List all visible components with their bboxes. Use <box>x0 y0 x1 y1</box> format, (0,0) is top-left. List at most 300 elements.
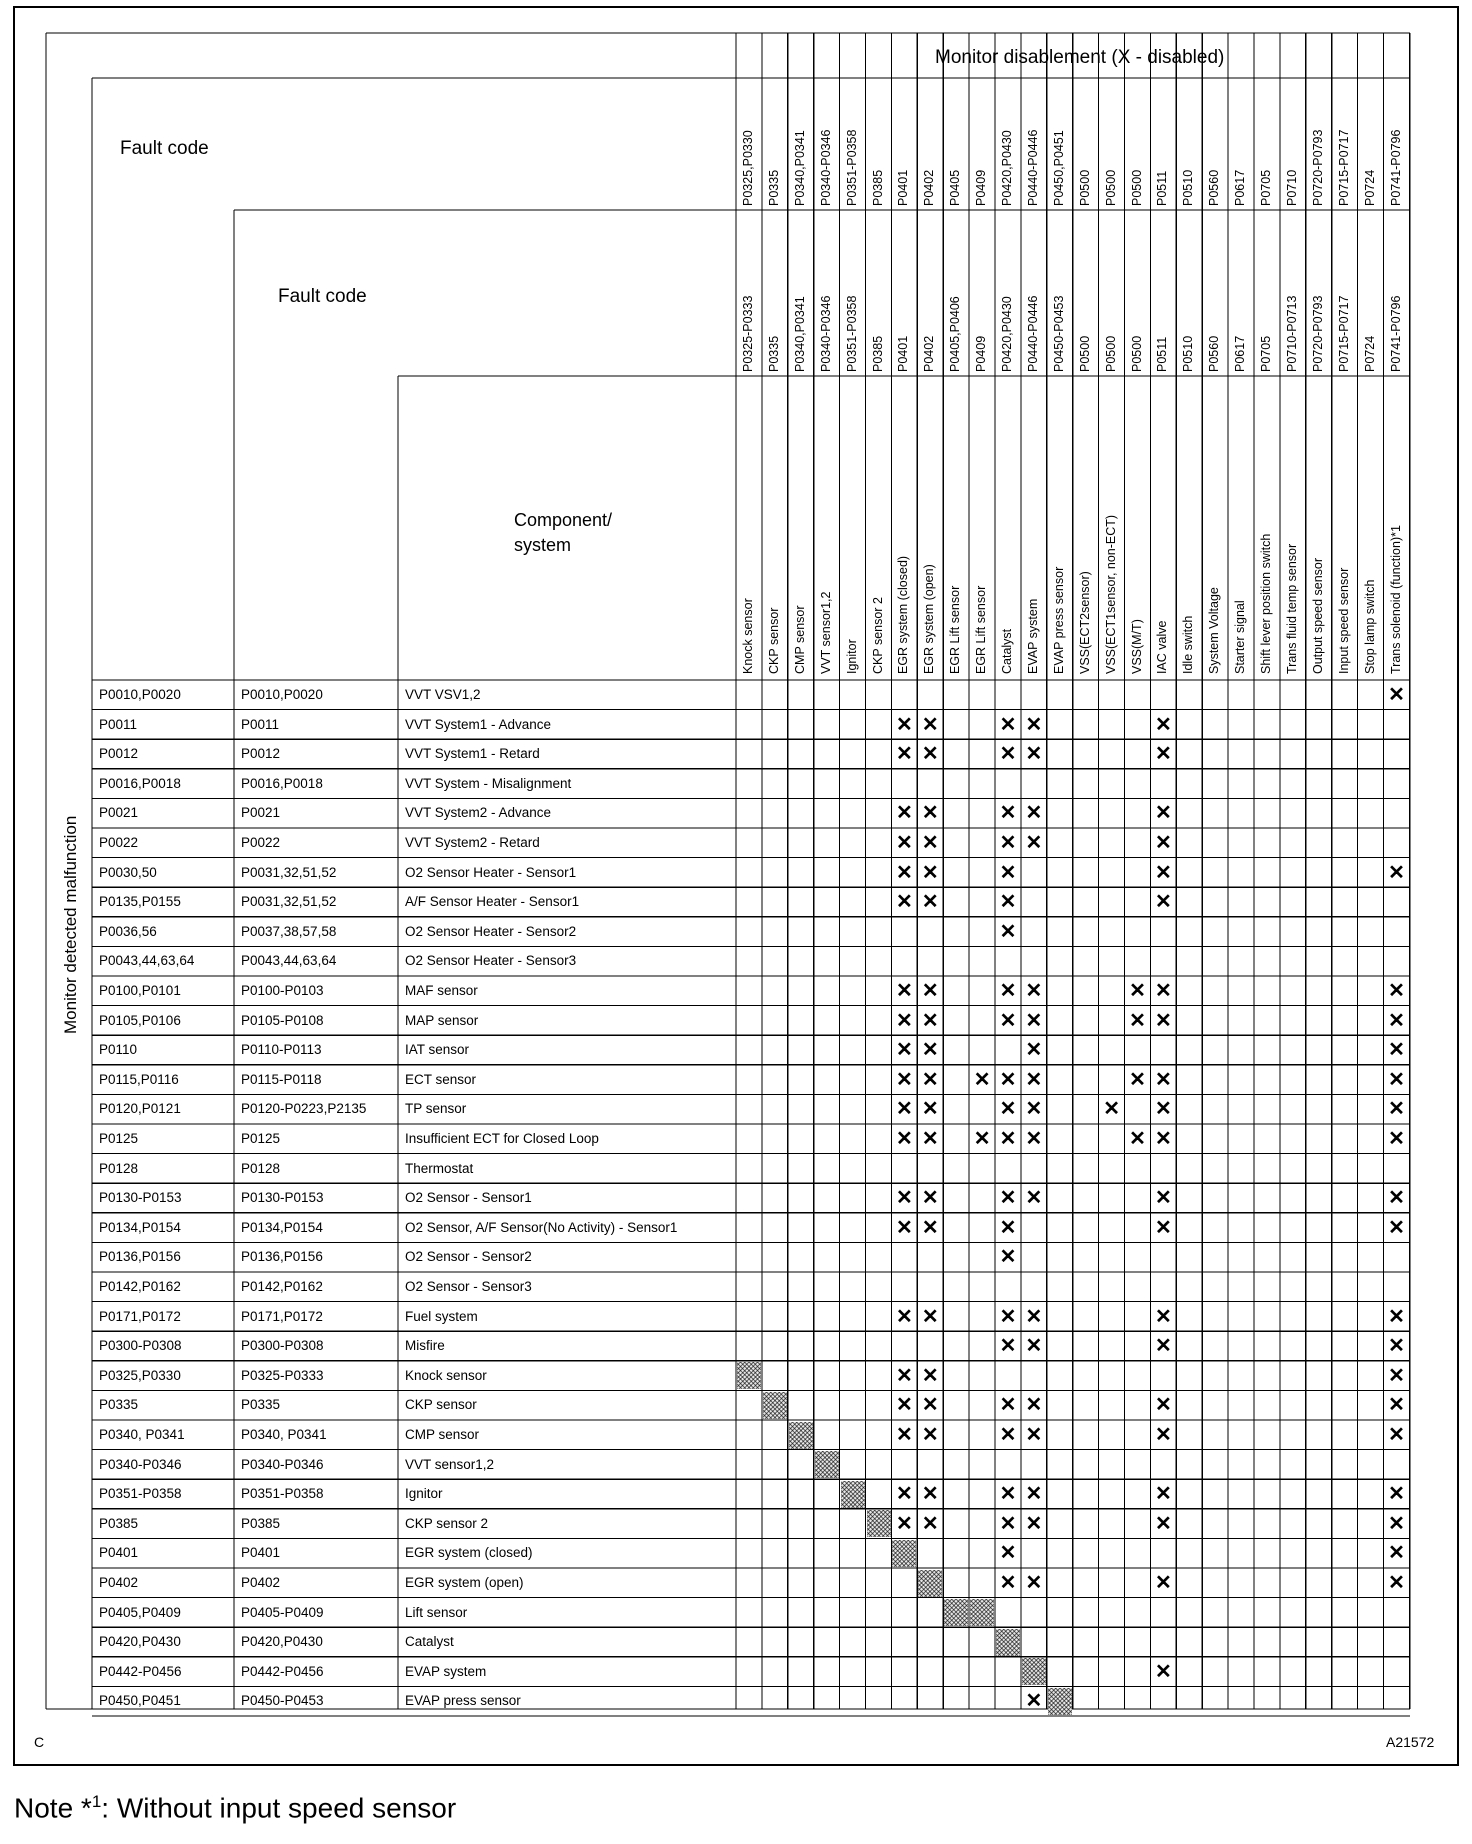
disabled-mark-icon: ✕ <box>1129 980 1146 1002</box>
column-top-code: P0510 <box>1181 169 1196 206</box>
disabled-mark-icon: ✕ <box>896 832 913 854</box>
column-mid-code: P0510 <box>1181 335 1196 372</box>
column-mid-code: P0450-P0453 <box>1051 295 1066 372</box>
row-fault-code: P0043,44,63,64 <box>99 953 195 969</box>
row-fault-code-detail: P0134,P0154 <box>241 1219 323 1235</box>
figure-id: A21572 <box>1386 1734 1435 1750</box>
row-fault-code: P0351-P0358 <box>99 1486 182 1502</box>
column-mid-code: P0325-P0333 <box>741 295 755 372</box>
row-component: EVAP press sensor <box>405 1693 521 1709</box>
disabled-mark-icon: ✕ <box>1025 1572 1043 1594</box>
row-fault-code: P0142,P0162 <box>99 1279 181 1294</box>
column-mid-code: P0710-P0713 <box>1284 295 1299 372</box>
row-fault-code-detail: P0171,P0172 <box>241 1308 323 1324</box>
self-cell-shading <box>1022 1658 1046 1685</box>
row-fault-code: P0325,P0330 <box>99 1367 181 1383</box>
disabled-mark-icon: ✕ <box>896 1009 913 1032</box>
disabled-mark-icon: ✕ <box>1025 1128 1043 1150</box>
column-mid-code: P0351-P0358 <box>844 295 859 372</box>
monitor-detected-malfunction-label: Monitor detected malfunction <box>61 815 80 1034</box>
column-component-name: Knock sensor <box>741 598 755 674</box>
disabled-mark-icon: ✕ <box>1388 1009 1405 1032</box>
column-component-name: EVAP press sensor <box>1051 566 1066 674</box>
disabled-mark-icon: ✕ <box>921 1394 939 1417</box>
disabled-mark-icon: ✕ <box>1025 1690 1043 1713</box>
row-fault-code: P0115,P0116 <box>99 1071 179 1087</box>
disabled-mark-icon: ✕ <box>896 861 913 884</box>
column-mid-code: P0560 <box>1207 335 1222 372</box>
self-cell-shading <box>1048 1688 1072 1715</box>
disabled-mark-icon: ✕ <box>999 1335 1017 1358</box>
disabled-mark-icon: ✕ <box>1025 1098 1043 1121</box>
disabled-mark-icon: ✕ <box>1388 1305 1405 1328</box>
disabled-mark-icon: ✕ <box>1155 1572 1172 1594</box>
row-component: VVT sensor1,2 <box>405 1456 495 1472</box>
disabled-mark-icon: ✕ <box>1025 1187 1043 1210</box>
row-fault-code-detail: P0011 <box>241 716 280 732</box>
column-component-name: EGR system (closed) <box>896 555 911 674</box>
row-component: O2 Sensor Heater - Sensor2 <box>405 923 577 939</box>
row-component: ECT sensor <box>405 1071 477 1087</box>
row-component: CMP sensor <box>405 1427 480 1442</box>
column-mid-code: P0340-P0346 <box>818 295 833 372</box>
row-fault-code: P0385 <box>99 1515 139 1531</box>
row-fault-code-detail: P0037,38,57,58 <box>241 923 337 939</box>
footnote <box>14 1792 456 1824</box>
disabled-mark-icon: ✕ <box>896 713 913 736</box>
row-fault-code: P0022 <box>99 835 139 850</box>
disabled-mark-icon: ✕ <box>999 1424 1017 1446</box>
column-top-code: P0385 <box>870 169 885 206</box>
row-fault-code: P0405,P0409 <box>99 1604 181 1620</box>
column-component-name: EGR Lift sensor <box>974 585 989 674</box>
row-component: A/F Sensor Heater - Sensor1 <box>405 894 580 910</box>
column-mid-code: P0409 <box>974 335 989 372</box>
column-top-code: P0420,P0430 <box>1000 130 1014 206</box>
disabled-mark-icon: ✕ <box>999 1098 1017 1121</box>
row-fault-code: P0134,P0154 <box>99 1219 181 1235</box>
row-fault-code: P0110 <box>99 1042 138 1058</box>
self-cell-shading <box>996 1629 1020 1656</box>
disabled-mark-icon: ✕ <box>1388 1098 1405 1121</box>
column-component-name: Trans solenoid (function)*1 <box>1388 525 1403 674</box>
disabled-mark-icon: ✕ <box>921 1039 939 1062</box>
disabled-mark-icon: ✕ <box>896 1364 913 1387</box>
row-fault-code-detail: P0110-P0113 <box>241 1042 322 1058</box>
self-cell-shading <box>815 1451 839 1478</box>
row-component: CKP sensor <box>405 1397 477 1413</box>
disabled-mark-icon: ✕ <box>999 1394 1017 1417</box>
disabled-mark-icon: ✕ <box>1388 1572 1405 1594</box>
disabled-mark-icon: ✕ <box>1155 1660 1172 1683</box>
disabled-mark-icon: ✕ <box>1388 1364 1405 1387</box>
column-mid-code: P0617 <box>1233 335 1248 372</box>
disabled-mark-icon: ✕ <box>1025 832 1043 854</box>
disabled-mark-icon: ✕ <box>1155 1216 1172 1239</box>
column-component-name: EVAP system <box>1025 598 1040 674</box>
row-fault-code-detail: P0142,P0162 <box>241 1279 323 1294</box>
column-mid-code: P0500 <box>1129 335 1144 372</box>
column-top-code: P0440-P0446 <box>1025 129 1040 206</box>
disabled-mark-icon: ✕ <box>1388 684 1405 706</box>
column-mid-code: P0402 <box>922 335 937 372</box>
row-fault-code: P0136,P0156 <box>99 1249 181 1265</box>
row-fault-code: P0340-P0346 <box>99 1456 182 1472</box>
row-fault-code: P0340, P0341 <box>99 1427 185 1442</box>
column-mid-code: P0385 <box>870 335 885 372</box>
row-component: CKP sensor 2 <box>405 1515 489 1531</box>
disabled-mark-icon: ✕ <box>921 832 939 854</box>
row-fault-code: P0012 <box>99 746 139 762</box>
row-component: IAT sensor <box>405 1042 470 1058</box>
disabled-mark-icon: ✕ <box>921 802 939 825</box>
column-top-code: P0335 <box>766 169 781 206</box>
disabled-mark-icon: ✕ <box>921 1424 939 1446</box>
column-component-name: VSS(M/T) <box>1129 619 1144 674</box>
self-cell-shading <box>918 1570 942 1597</box>
row-fault-code-detail: P0450-P0453 <box>241 1693 324 1709</box>
disabled-mark-icon: ✕ <box>896 1128 913 1150</box>
column-component-name: Starter signal <box>1233 600 1248 674</box>
row-component: EGR system (closed) <box>405 1545 533 1561</box>
disabled-mark-icon: ✕ <box>921 1483 939 1506</box>
disabled-mark-icon: ✕ <box>1155 1305 1172 1328</box>
column-top-code: P0405 <box>948 169 963 206</box>
column-component-name: Idle switch <box>1181 615 1196 674</box>
row-fault-code-detail: P0130-P0153 <box>241 1190 324 1206</box>
row-fault-code: P0036,56 <box>99 923 157 939</box>
column-component-name: CKP sensor 2 <box>870 597 885 674</box>
row-fault-code-detail: P0021 <box>241 805 281 821</box>
column-top-code: P0715-P0717 <box>1336 129 1351 206</box>
disabled-mark-icon: ✕ <box>896 1512 913 1535</box>
row-fault-code: P0300-P0308 <box>99 1338 182 1354</box>
column-top-code: P0500 <box>1103 169 1118 206</box>
disabled-mark-icon: ✕ <box>921 743 939 766</box>
row-component: Catalyst <box>405 1634 454 1650</box>
column-mid-code: P0500 <box>1077 335 1092 372</box>
row-component: Fuel system <box>405 1308 478 1324</box>
row-component: EVAP system <box>405 1663 487 1679</box>
disabled-mark-icon: ✕ <box>1155 1009 1172 1032</box>
disabled-mark-icon: ✕ <box>896 1098 913 1121</box>
column-top-code: P0340,P0341 <box>792 130 807 206</box>
disabled-mark-icon: ✕ <box>1388 1483 1405 1506</box>
disabled-mark-icon: ✕ <box>921 1305 939 1328</box>
disabled-mark-icon: ✕ <box>1388 1424 1405 1446</box>
disabled-mark-icon: ✕ <box>1155 891 1172 914</box>
disabled-mark-icon: ✕ <box>1025 1039 1043 1062</box>
self-cell-shading <box>867 1510 891 1537</box>
disabled-mark-icon: ✕ <box>1388 1068 1405 1091</box>
column-top-code: P0511 <box>1155 170 1170 206</box>
row-component: VVT System - Misalignment <box>405 775 572 791</box>
row-fault-code-detail: P0136,P0156 <box>241 1249 323 1265</box>
row-fault-code-detail: P0010,P0020 <box>241 687 323 702</box>
footnote-prefix: Note * <box>14 1792 92 1824</box>
column-mid-code: P0705 <box>1259 335 1273 372</box>
column-component-name: Shift lever position switch <box>1259 533 1273 674</box>
disabled-mark-icon: ✕ <box>896 1394 913 1417</box>
disabled-mark-icon: ✕ <box>896 1187 913 1210</box>
disabled-mark-icon: ✕ <box>1155 980 1172 1002</box>
row-fault-code-detail: P0016,P0018 <box>241 775 323 791</box>
column-top-code: P0500 <box>1129 169 1144 206</box>
row-component: Thermostat <box>405 1160 474 1176</box>
disabled-mark-icon: ✕ <box>999 832 1017 854</box>
column-component-name: IAC valve <box>1155 620 1170 674</box>
disabled-mark-icon: ✕ <box>896 1424 913 1446</box>
row-fault-code-detail: P0402 <box>241 1575 281 1590</box>
row-component: O2 Sensor Heater - Sensor3 <box>405 953 577 969</box>
column-top-code: P0340-P0346 <box>818 129 833 206</box>
disabled-mark-icon: ✕ <box>1025 1483 1043 1506</box>
column-top-code: P0402 <box>922 169 937 206</box>
column-component-name: VSS(ECT2sensor) <box>1077 571 1092 674</box>
row-component: EGR system (open) <box>405 1575 524 1590</box>
row-component: O2 Sensor - Sensor3 <box>405 1279 532 1294</box>
disabled-mark-icon: ✕ <box>1155 1068 1172 1091</box>
column-mid-code: P0420,P0430 <box>1000 296 1014 372</box>
row-fault-code-detail: P0043,44,63,64 <box>241 953 337 969</box>
self-cell-shading <box>970 1599 994 1626</box>
disabled-mark-icon: ✕ <box>1388 1335 1405 1358</box>
disabled-mark-icon: ✕ <box>1155 1128 1172 1150</box>
row-component: VVT System2 - Retard <box>405 835 540 850</box>
column-top-code: P0705 <box>1259 169 1273 206</box>
disabled-mark-icon: ✕ <box>999 802 1017 825</box>
row-fault-code-detail: P0325-P0333 <box>241 1367 324 1383</box>
row-fault-code: P0100,P0101 <box>99 983 181 998</box>
column-mid-code: P0335 <box>766 335 781 372</box>
disabled-mark-icon: ✕ <box>999 1187 1017 1210</box>
column-mid-code: P0405,P0406 <box>948 296 963 372</box>
row-fault-code: P0105,P0106 <box>99 1012 181 1028</box>
disabled-mark-icon: ✕ <box>1155 1512 1172 1535</box>
row-component: TP sensor <box>405 1101 467 1117</box>
row-fault-code: P0402 <box>99 1575 139 1590</box>
row-fault-code-detail: P0105-P0108 <box>241 1012 324 1028</box>
footnote-superscript: 1 <box>91 1792 102 1811</box>
row-fault-code-detail: P0012 <box>241 746 281 762</box>
disabled-mark-icon: ✕ <box>921 1128 939 1150</box>
column-component-name: VVT sensor1,2 <box>818 591 833 674</box>
column-component-name: Output speed sensor <box>1310 557 1325 674</box>
disabled-mark-icon: ✕ <box>999 1246 1017 1269</box>
column-mid-code: P0724 <box>1362 335 1377 372</box>
monitor-disablement-header: Monitor disablement (X - disabled) <box>935 47 1225 68</box>
column-mid-code: P0440-P0446 <box>1025 295 1040 372</box>
row-component: VVT VSV1,2 <box>405 687 481 702</box>
disabled-mark-icon: ✕ <box>896 1216 913 1239</box>
self-cell-shading <box>944 1599 968 1626</box>
row-fault-code: P0401 <box>99 1545 139 1561</box>
row-fault-code-detail: P0340, P0341 <box>241 1427 327 1442</box>
disabled-mark-icon: ✕ <box>999 891 1017 914</box>
column-component-name: EGR Lift sensor <box>948 585 963 674</box>
column-component-name: CKP sensor <box>766 607 781 674</box>
disabled-mark-icon: ✕ <box>999 1483 1017 1506</box>
row-fault-code-detail: P0031,32,51,52 <box>241 894 337 910</box>
disabled-mark-icon: ✕ <box>921 1098 939 1121</box>
column-top-code: P0500 <box>1077 169 1092 206</box>
disabled-mark-icon: ✕ <box>1025 1009 1043 1032</box>
row-component: Insufficient ECT for Closed Loop <box>405 1131 599 1146</box>
disabled-mark-icon: ✕ <box>1129 1009 1146 1032</box>
row-fault-code-detail: P0128 <box>241 1160 281 1176</box>
column-mid-code: P0340,P0341 <box>792 296 807 372</box>
row-fault-code-detail: P0420,P0430 <box>241 1634 323 1650</box>
row-component: O2 Sensor - Sensor2 <box>405 1249 532 1265</box>
column-top-code: P0450,P0451 <box>1051 130 1066 206</box>
column-top-code: P0720-P0793 <box>1310 129 1325 206</box>
row-fault-code: P0450,P0451 <box>99 1693 181 1709</box>
disabled-mark-icon: ✕ <box>1155 1483 1172 1506</box>
column-top-code: P0325,P0330 <box>741 130 755 206</box>
disabled-mark-icon: ✕ <box>973 1068 991 1091</box>
disabled-mark-icon: ✕ <box>1388 1039 1405 1062</box>
disabled-mark-icon: ✕ <box>896 1039 913 1062</box>
column-mid-code: P0401 <box>896 335 911 372</box>
disabled-mark-icon: ✕ <box>999 1216 1017 1239</box>
column-top-code: P0401 <box>896 169 911 206</box>
disabled-mark-icon: ✕ <box>999 1512 1017 1535</box>
disabled-mark-icon: ✕ <box>999 1128 1017 1150</box>
row-component: Ignitor <box>405 1486 443 1502</box>
disabled-mark-icon: ✕ <box>1388 1542 1405 1565</box>
row-component: O2 Sensor, A/F Sensor(No Activity) - Sensor1 <box>405 1219 678 1235</box>
row-fault-code-detail: P0385 <box>241 1515 281 1531</box>
disabled-mark-icon: ✕ <box>1388 1216 1405 1239</box>
disabled-mark-icon: ✕ <box>999 1305 1017 1328</box>
row-fault-code: P0030,50 <box>99 864 157 880</box>
disabled-mark-icon: ✕ <box>1155 743 1172 766</box>
disabled-mark-icon: ✕ <box>1155 861 1172 884</box>
row-fault-code: P0016,P0018 <box>99 775 181 791</box>
disabled-mark-icon: ✕ <box>921 861 939 884</box>
row-fault-code-detail: P0300-P0308 <box>241 1338 324 1354</box>
row-component: O2 Sensor Heater - Sensor1 <box>405 864 577 880</box>
row-component: Knock sensor <box>405 1367 487 1383</box>
disabled-mark-icon: ✕ <box>1025 743 1043 766</box>
column-top-code: P0409 <box>974 169 989 206</box>
row-fault-code: P0130-P0153 <box>99 1190 182 1206</box>
row-fault-code-detail: P0100-P0103 <box>241 983 324 998</box>
row-fault-code-detail: P0442-P0456 <box>241 1663 324 1679</box>
row-fault-code-detail: P0115-P0118 <box>241 1071 322 1087</box>
column-top-code: P0351-P0358 <box>844 129 859 206</box>
disabled-mark-icon: ✕ <box>1129 1128 1146 1150</box>
column-component-name: Ignitor <box>844 639 859 674</box>
column-component-name: Input speed sensor <box>1336 567 1351 674</box>
row-fault-code-detail: P0120-P0223,P2135 <box>241 1101 367 1117</box>
disabled-mark-icon: ✕ <box>999 861 1017 884</box>
disabled-mark-icon: ✕ <box>1155 832 1172 854</box>
row-fault-code-detail: P0340-P0346 <box>241 1456 324 1472</box>
column-top-code: P0724 <box>1362 169 1377 206</box>
disabled-mark-icon: ✕ <box>999 1572 1017 1594</box>
disabled-mark-icon: ✕ <box>1388 1394 1405 1417</box>
row-fault-code: P0011 <box>99 716 138 732</box>
column-top-code: P0741-P0796 <box>1388 129 1403 206</box>
disabled-mark-icon: ✕ <box>896 980 913 1002</box>
disabled-mark-icon: ✕ <box>1155 1394 1172 1417</box>
column-mid-code: P0720-P0793 <box>1310 295 1325 372</box>
disabled-mark-icon: ✕ <box>921 713 939 736</box>
self-cell-shading <box>841 1481 865 1508</box>
row-fault-code-detail: P0335 <box>241 1397 281 1413</box>
column-mid-code: P0741-P0796 <box>1388 295 1403 372</box>
row-fault-code: P0010,P0020 <box>99 687 181 702</box>
disabled-mark-icon: ✕ <box>999 1068 1017 1091</box>
disabled-mark-icon: ✕ <box>1025 1335 1043 1358</box>
column-component-name: VSS(ECT1sensor, non-ECT) <box>1103 514 1118 674</box>
disabled-mark-icon: ✕ <box>1155 802 1172 825</box>
component-system-header: Component/ system <box>514 510 613 555</box>
row-fault-code: P0442-P0456 <box>99 1663 182 1679</box>
disabled-mark-icon: ✕ <box>999 920 1017 943</box>
row-component: O2 Sensor - Sensor1 <box>405 1190 532 1206</box>
disabled-mark-icon: ✕ <box>1025 1424 1043 1446</box>
disabled-mark-icon: ✕ <box>1155 1335 1172 1358</box>
disabled-mark-icon: ✕ <box>921 1187 939 1210</box>
disabled-mark-icon: ✕ <box>1388 1187 1405 1210</box>
row-component: VVT System2 - Advance <box>405 805 552 821</box>
disabled-mark-icon: ✕ <box>1025 1068 1043 1091</box>
column-component-name: CMP sensor <box>792 605 807 674</box>
disabled-mark-icon: ✕ <box>1025 1394 1043 1417</box>
row-component: Lift sensor <box>405 1604 468 1620</box>
disabled-mark-icon: ✕ <box>921 891 939 914</box>
disabled-mark-icon: ✕ <box>999 980 1017 1002</box>
self-cell-shading <box>892 1540 916 1567</box>
disabled-mark-icon: ✕ <box>921 1364 939 1387</box>
column-component-name: System Voltage <box>1207 587 1222 674</box>
disabled-mark-icon: ✕ <box>1155 1424 1172 1446</box>
self-cell-shading <box>789 1422 813 1449</box>
row-fault-code: P0335 <box>99 1397 139 1413</box>
disabled-mark-icon: ✕ <box>973 1128 991 1150</box>
row-fault-code: P0135,P0155 <box>99 894 181 910</box>
self-cell-shading <box>737 1362 761 1389</box>
row-fault-code: P0171,P0172 <box>99 1308 181 1324</box>
disabled-mark-icon: ✕ <box>999 743 1017 766</box>
column-component-name: Trans fluid temp sensor <box>1284 543 1299 674</box>
self-cell-shading <box>763 1392 787 1419</box>
disabled-mark-icon: ✕ <box>1388 861 1405 884</box>
disabled-mark-icon: ✕ <box>1388 980 1405 1002</box>
disabled-mark-icon: ✕ <box>1129 1068 1146 1091</box>
disabled-mark-icon: ✕ <box>1155 1098 1172 1121</box>
column-component-name: EGR system (open) <box>922 564 937 674</box>
row-fault-code-detail: P0125 <box>241 1131 281 1146</box>
disabled-mark-icon: ✕ <box>896 743 913 766</box>
disabled-mark-icon: ✕ <box>1103 1098 1120 1121</box>
corner-letter: C <box>34 1734 45 1750</box>
disabled-mark-icon: ✕ <box>921 1216 939 1239</box>
fault-code-header-top: Fault code <box>120 138 209 159</box>
column-component-name: Stop lamp switch <box>1362 579 1377 674</box>
disabled-mark-icon: ✕ <box>1025 802 1043 825</box>
disabled-mark-icon: ✕ <box>1155 1187 1172 1210</box>
row-component: MAP sensor <box>405 1012 479 1028</box>
row-fault-code-detail: P0401 <box>241 1545 281 1561</box>
column-mid-code: P0715-P0717 <box>1336 295 1351 372</box>
disabled-mark-icon: ✕ <box>1025 713 1043 736</box>
row-component: VVT System1 - Advance <box>405 716 552 732</box>
column-component-name: Catalyst <box>1000 628 1014 674</box>
footnote-text: : Without input speed sensor <box>101 1792 457 1824</box>
